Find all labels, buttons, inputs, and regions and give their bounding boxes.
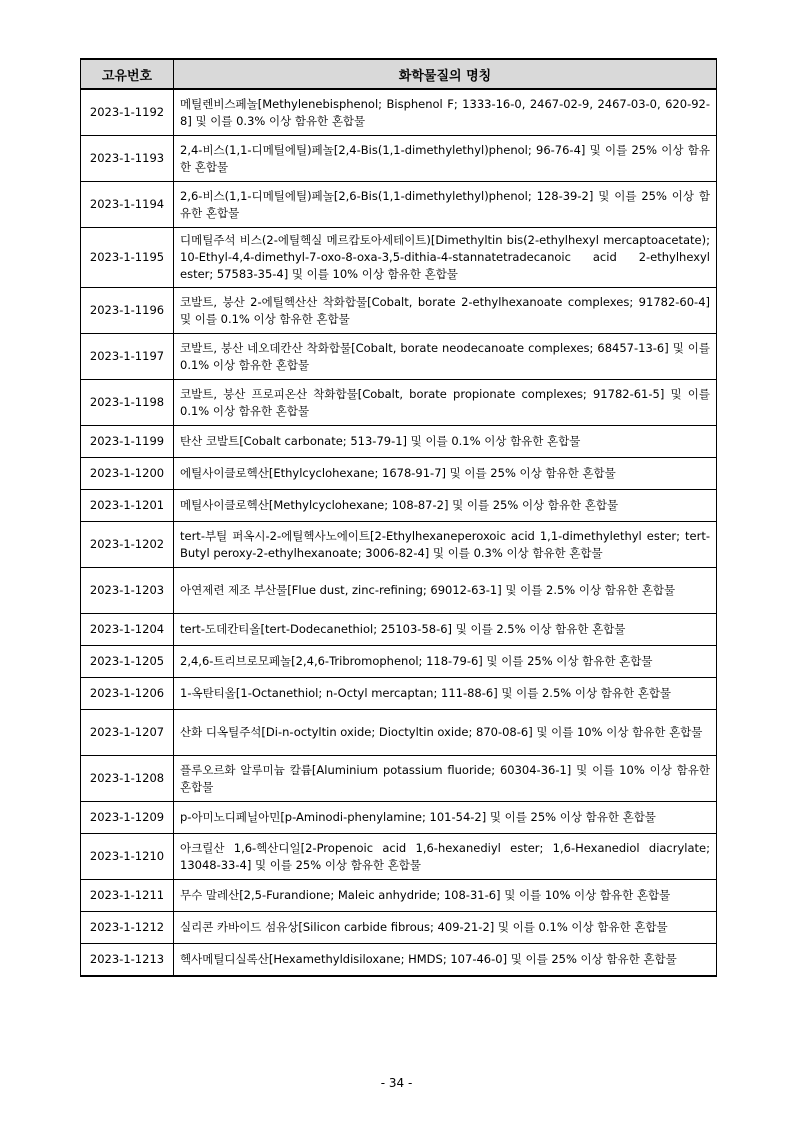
table-row xyxy=(81,458,717,490)
row-id: 2023-1-1192 xyxy=(81,89,174,136)
row-id: 2023-1-1204 xyxy=(81,614,174,646)
row-id: 2023-1-1203 xyxy=(81,568,174,614)
row-chemical-name: 에틸사이클로헥산[Ethylcyclohexane; 1678-91-7] 및 이를 25% 이상 함유한 혼합물 xyxy=(174,458,717,490)
row-id: 2023-1-1210 xyxy=(81,834,174,880)
row-chemical-name: tert-부틸 퍼옥시-2-에틸헥사노에이트[2-Ethylhexaneperoxoic acid 1,1-dimethylethyl ester; tert-Butyl peroxy-2-ethylhexanoate; 3006-82-4] 및 이를 0.3% 이상 함유한 혼합물 xyxy=(174,522,717,568)
row-id: 2023-1-1196 xyxy=(81,288,174,334)
row-chemical-name: 탄산 코발트[Cobalt carbonate; 513-79-1] 및 이를 0.1% 이상 함유한 혼합물 xyxy=(174,426,717,458)
row-id: 2023-1-1199 xyxy=(81,426,174,458)
row-chemical-name: 헥사메틸디실록산[Hexamethyldisiloxane; HMDS; 107-46-0] 및 이를 25% 이상 함유한 혼합물 xyxy=(174,944,717,977)
row-chemical-name: 메틸사이클로헥산[Methylcyclohexane; 108-87-2] 및 이를 25% 이상 함유한 혼합물 xyxy=(174,490,717,522)
row-chemical-name: 2,6-비스(1,1-디메틸에틸)페놀[2,6-Bis(1,1-dimethylethyl)phenol; 128-39-2] 및 이를 25% 이상 함유한 혼합물 xyxy=(174,182,717,228)
row-id: 2023-1-1208 xyxy=(81,756,174,802)
table-row xyxy=(81,944,717,977)
row-id: 2023-1-1197 xyxy=(81,334,174,380)
row-id: 2023-1-1213 xyxy=(81,944,174,977)
row-id: 2023-1-1194 xyxy=(81,182,174,228)
row-chemical-name: 디메틸주석 비스(2-에틸헥실 메르캅토아세테이트)[Dimethyltin bis(2-ethylhexyl mercaptoacetate); 10-Ethyl-4,4-dimethyl-7-oxo-8-oxa-3,5-dithia-4-stannatetradecanoic acid 2-ethylhexyl ester; 57583-35-4] 및 이를 10% 이상 함유한 혼합물 xyxy=(174,228,717,288)
row-id: 2023-1-1201 xyxy=(81,490,174,522)
row-chemical-name: 2,4-비스(1,1-디메틸에틸)페놀[2,4-Bis(1,1-dimethylethyl)phenol; 96-76-4] 및 이를 25% 이상 함유한 혼합물 xyxy=(174,136,717,182)
table-row xyxy=(81,614,717,646)
table-row xyxy=(81,912,717,944)
table-row xyxy=(81,334,717,380)
table-row xyxy=(81,522,717,568)
row-id: 2023-1-1195 xyxy=(81,228,174,288)
table-row xyxy=(81,182,717,228)
table-row xyxy=(81,834,717,880)
table-row xyxy=(81,756,717,802)
table-row xyxy=(81,880,717,912)
header-chemical-name: 화학물질의 명칭 xyxy=(174,59,717,89)
table-row xyxy=(81,802,717,834)
table-row xyxy=(81,89,717,136)
row-id: 2023-1-1207 xyxy=(81,710,174,756)
row-chemical-name: 메틸렌비스페놀[Methylenebisphenol; Bisphenol F; 1333-16-0, 2467-02-9, 2467-03-0, 620-92-8] 및 이를 0.3% 이상 함유한 혼합물 xyxy=(174,89,717,136)
row-id: 2023-1-1193 xyxy=(81,136,174,182)
row-chemical-name: 코발트, 붕산 2-에틸헥산산 착화합물[Cobalt, borate 2-ethylhexanoate complexes; 91782-60-4] 및 이를 0.1% 이상 함유한 혼합물 xyxy=(174,288,717,334)
row-id: 2023-1-1206 xyxy=(81,678,174,710)
header-id: 고유번호 xyxy=(81,59,174,89)
table-row xyxy=(81,136,717,182)
table-row xyxy=(81,678,717,710)
table-row xyxy=(81,646,717,678)
row-id: 2023-1-1209 xyxy=(81,802,174,834)
row-chemical-name: 코발트, 붕산 프로피온산 착화합물[Cobalt, borate propionate complexes; 91782-61-5] 및 이를 0.1% 이상 함유한 혼합물 xyxy=(174,380,717,426)
row-chemical-name: tert-도데칸티올[tert-Dodecanethiol; 25103-58-6] 및 이를 2.5% 이상 함유한 혼합물 xyxy=(174,614,717,646)
row-chemical-name: 아크릴산 1,6-헥산디일[2-Propenoic acid 1,6-hexanediyl ester; 1,6-Hexanediol diacrylate; 13048-33-4] 및 이를 25% 이상 함유한 혼합물 xyxy=(174,834,717,880)
row-id: 2023-1-1200 xyxy=(81,458,174,490)
row-chemical-name: 아연제련 제조 부산물[Flue dust, zinc-refining; 69012-63-1] 및 이를 2.5% 이상 함유한 혼합물 xyxy=(174,568,717,614)
table-row xyxy=(81,426,717,458)
row-chemical-name: 산화 디옥틸주석[Di-n-octyltin oxide; Dioctyltin oxide; 870-08-6] 및 이를 10% 이상 함유한 혼합물 xyxy=(174,710,717,756)
row-id: 2023-1-1202 xyxy=(81,522,174,568)
row-id: 2023-1-1211 xyxy=(81,880,174,912)
row-chemical-name: 무수 말레산[2,5-Furandione; Maleic anhydride; 108-31-6] 및 이를 10% 이상 함유한 혼합물 xyxy=(174,880,717,912)
row-chemical-name: 플루오르화 알루미늄 칼륨[Aluminium potassium fluoride; 60304-36-1] 및 이를 10% 이상 함유한 혼합물 xyxy=(174,756,717,802)
table-header-row xyxy=(81,59,717,89)
row-chemical-name: 실리콘 카바이드 섬유상[Silicon carbide fibrous; 409-21-2] 및 이를 0.1% 이상 함유한 혼합물 xyxy=(174,912,717,944)
row-id: 2023-1-1205 xyxy=(81,646,174,678)
table-row xyxy=(81,490,717,522)
row-id: 2023-1-1212 xyxy=(81,912,174,944)
row-chemical-name: 1-옥탄티올[1-Octanethiol; n-Octyl mercaptan; 111-88-6] 및 이를 2.5% 이상 함유한 혼합물 xyxy=(174,678,717,710)
row-id: 2023-1-1198 xyxy=(81,380,174,426)
table-row xyxy=(81,710,717,756)
page-number: - 34 - xyxy=(380,1076,413,1090)
chemical-registry-table xyxy=(80,58,717,977)
row-chemical-name: 코발트, 붕산 네오데칸산 착화합물[Cobalt, borate neodecanoate complexes; 68457-13-6] 및 이를 0.1% 이상 함유한 혼합물 xyxy=(174,334,717,380)
row-chemical-name: 2,4,6-트리브로모페놀[2,4,6-Tribromophenol; 118-79-6] 및 이를 25% 이상 함유한 혼합물 xyxy=(174,646,717,678)
table-row xyxy=(81,228,717,288)
table-row xyxy=(81,568,717,614)
table-row xyxy=(81,380,717,426)
row-chemical-name: p-아미노디페닐아민[p-Aminodi-phenylamine; 101-54-2] 및 이를 25% 이상 함유한 혼합물 xyxy=(174,802,717,834)
table-row xyxy=(81,288,717,334)
